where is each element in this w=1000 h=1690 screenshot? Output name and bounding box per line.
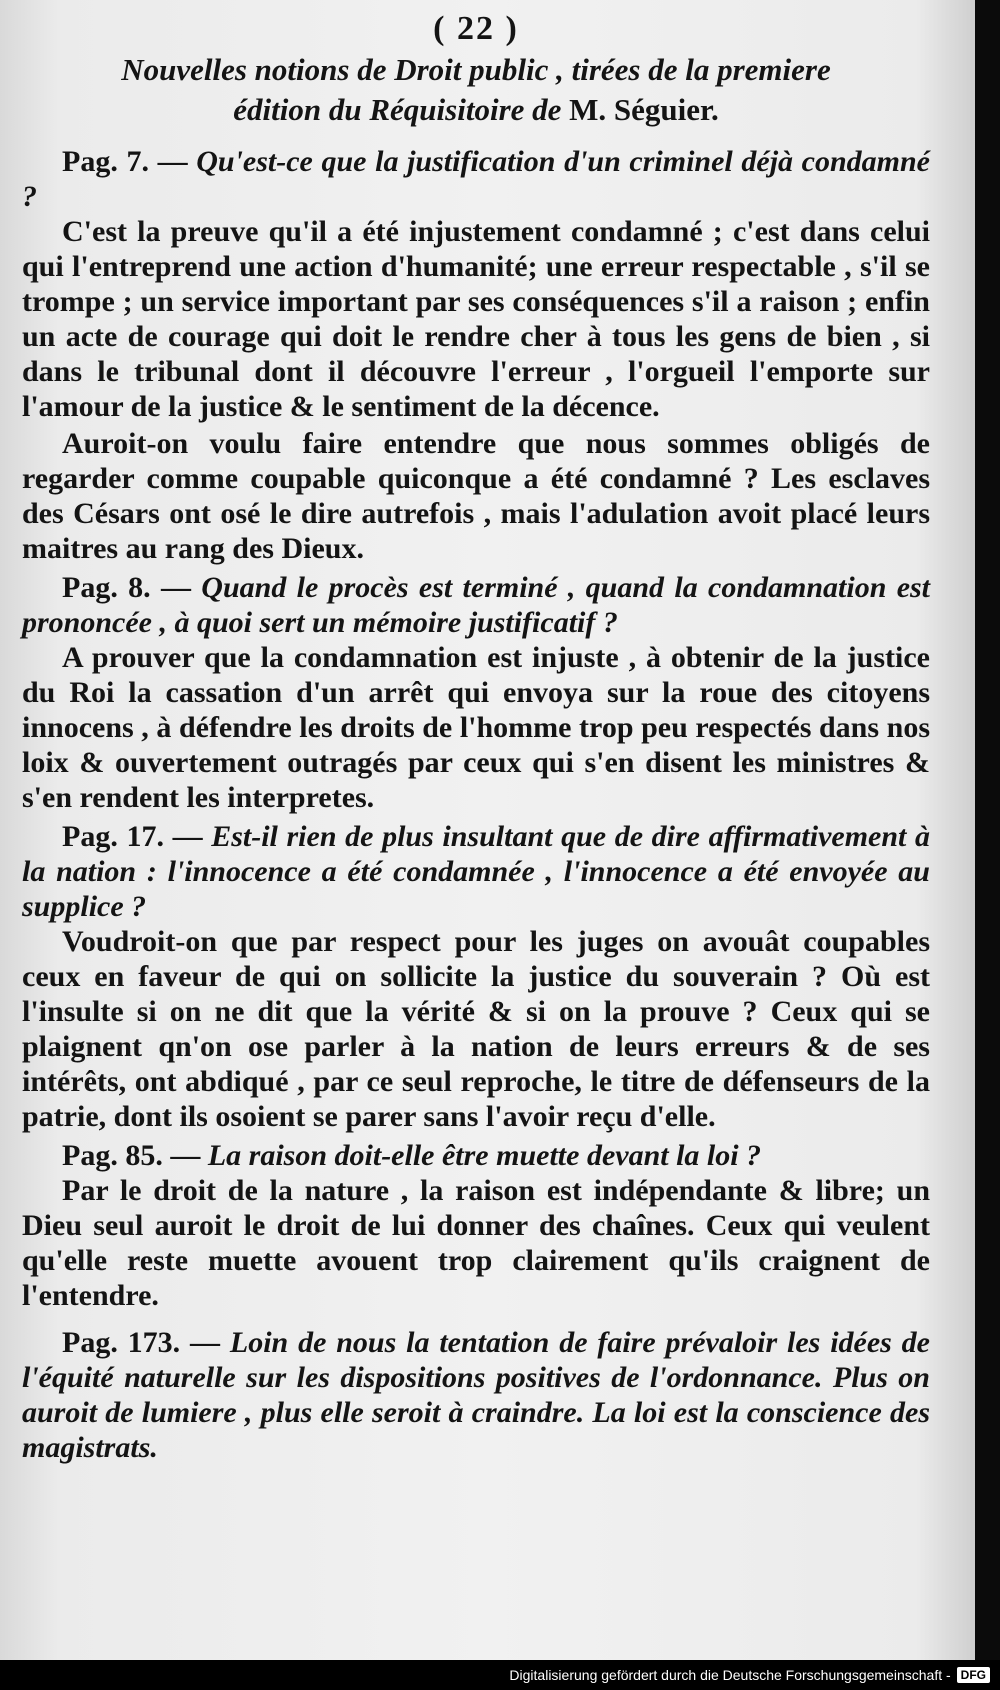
footer-credit: Digitalisierung gefördert durch die Deutsche Forschungsgemeinschaft - — [509, 1667, 951, 1683]
spacer — [22, 1315, 930, 1321]
heading-line-1: Nouvelles notions de Droit public , tirées de la premiere — [121, 52, 831, 87]
section — [22, 819, 930, 1134]
question-text: Qu'est-ce que la justification d'un criminel déjà condamné ? — [22, 145, 930, 213]
section — [22, 144, 930, 566]
question-text: Loin de nous la tentation de faire prévaloir les idées de l'équité naturelle sur les dispositions positives de l'ordonnance. Plus on auroit de lumiere , plus elle seroit à craindre. La loi est la conscience des magistrats. — [22, 1326, 931, 1464]
paragraph: Voudroit-on que par respect pour les juges on avouât coupables ceux en faveur de qui on sollicite la justice du souverain ? Où est l'insulte si on ne dit que la vérité & si on la prouve ? Ceux qui se plaignent qn'on ose parler à la nation de leurs erreurs & de ses intérêts, ont abdiqué , par ce seul reproche, le titre de défenseurs de la patrie, dont ils osoient se parer sans l'avoir reçu d'elle. — [22, 925, 930, 1133]
heading-line-2 — [22, 90, 930, 130]
paragraph: Auroit-on voulu faire entendre que nous sommes obligés de regarder comme coupable quiconque a été condamné ? Les esclaves des Césars ont osé le dire autrefois , mais l'adulation avoit placé leurs maitres au rang des Dieux. — [22, 427, 930, 565]
page-reference: Pag. 17. — — [62, 820, 203, 853]
section-question — [22, 1325, 930, 1465]
section-question — [22, 144, 930, 214]
digitization-footer — [0, 1660, 1000, 1690]
paragraph: A prouver que la condamnation est injuste , à obtenir de la justice du Roi la cassation d'un arrêt qui envoya sur la roue des citoyens innocens , à défendre les droits de l'homme trop peu respectés dans nos loix & ouvertement outragés par ceux qui s'en disent les ministres & s'en rendent les interpretes. — [22, 641, 930, 814]
paragraph: C'est la preuve qu'il a été injustement condamné ; c'est dans celui qui l'entreprend une action d'humanité; une erreur respectable , s'il se trompe ; un service important par ses conséquences s'il a raison ; enfin un acte de courage qui doit le rendre cher à tous les gens de bien , si dans le tribunal dont il découvre l'erreur , l'orgueil l'emporte sur l'amour de la justice & le sentiment de la décence. — [22, 215, 930, 423]
page-number: ( 22 ) — [433, 10, 519, 47]
page-reference: Pag. 8. — — [62, 571, 191, 604]
section — [22, 1325, 930, 1465]
page-heading — [22, 50, 930, 130]
section-question — [22, 570, 930, 640]
question-text: Quand le procès est terminé , quand la condamnation est prononcée , à quoi sert un mémoire justificatif ? — [22, 571, 931, 639]
paragraph: Par le droit de la nature , la raison est indépendante & libre; un Dieu seul auroit le droit de lui donner des chaînes. Ceux qui veulent qu'elle reste muette avouent trop clairement qu'ils craignent de l'entendre. — [22, 1174, 930, 1312]
section — [22, 570, 930, 815]
page-content — [22, 10, 930, 1465]
page-reference: Pag. 7. — — [62, 145, 188, 178]
section-question — [22, 819, 930, 924]
dfg-logo: DFG — [957, 1667, 990, 1683]
section — [22, 1138, 930, 1313]
heading-line-2-prefix: édition du Réquisitoire de — [233, 92, 570, 127]
section-question — [22, 1138, 930, 1173]
question-text: La raison doit-elle être muette devant la loi ? — [207, 1139, 762, 1172]
question-text: Est-il rien de plus insultant que de dire affirmativement à la nation : l'innocence a été condamnée , l'innocence a été envoyée au supplice ? — [22, 820, 930, 923]
page-reference: Pag. 173. — — [62, 1326, 221, 1359]
heading-author-name: M. Séguier. — [569, 92, 719, 127]
page-reference: Pag. 85. — — [62, 1139, 201, 1172]
